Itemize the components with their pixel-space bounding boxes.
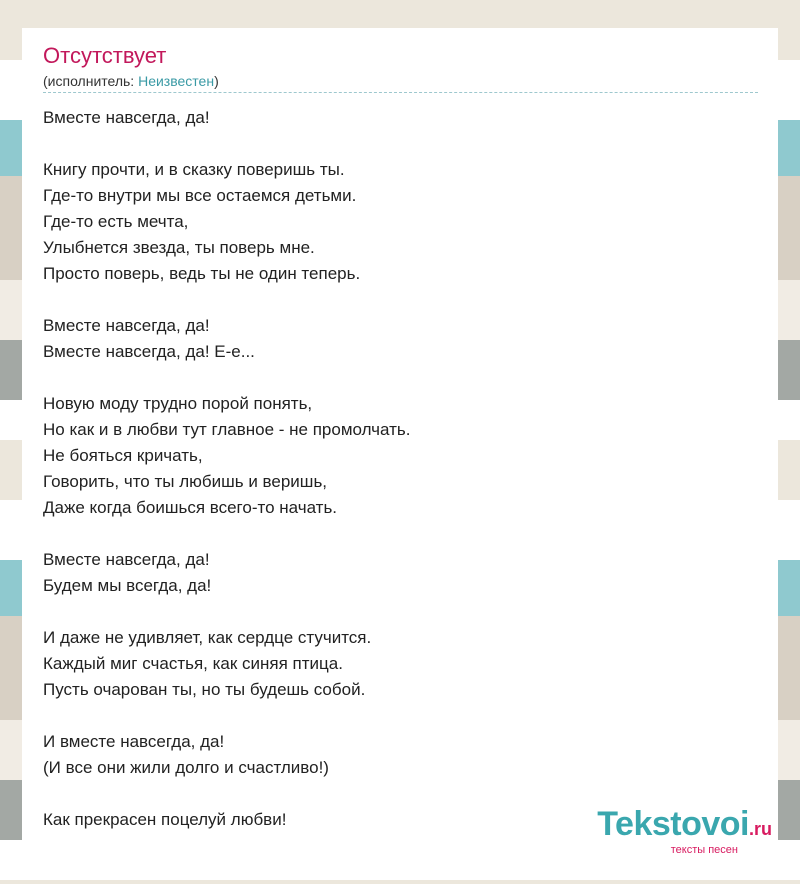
lyric-line: Как прекрасен поцелуй любви! [43, 810, 287, 829]
lyric-line: Где-то внутри мы все остаемся детьми. [43, 186, 357, 205]
stanza-gap [43, 703, 758, 729]
lyric-line: Новую моду трудно порой понять, [43, 394, 313, 413]
lyrics-card [22, 28, 778, 860]
lyric-line: Вместе навсегда, да! [43, 108, 210, 127]
lyric-line: Вместе навсегда, да! Е-е... [43, 342, 255, 361]
lyric-line: Не бояться кричать, [43, 446, 203, 465]
lyric-line: Но как и в любви тут главное - не промолчать. [43, 420, 411, 439]
logo-domain: .ru [748, 819, 772, 839]
artist-info [43, 72, 758, 93]
logo-wordmark [597, 807, 772, 846]
lyric-line: Будем мы всегда, да! [43, 576, 212, 595]
stanza-gap [43, 599, 758, 625]
lyric-line: И даже не удивляет, как сердце стучится. [43, 628, 372, 647]
lyric-line: Просто поверь, ведь ты не один теперь. [43, 264, 361, 283]
lyric-line: Книгу прочти, и в сказку поверишь ты. [43, 160, 345, 179]
stanza-gap [43, 781, 758, 807]
lyric-line: Где-то есть мечта, [43, 212, 189, 231]
stanza-gap [43, 365, 758, 391]
artist-link[interactable]: Неизвестен [138, 73, 215, 89]
artist-suffix: ) [214, 73, 219, 89]
artist-prefix: (исполнитель: [43, 73, 139, 89]
stanza-gap [43, 287, 758, 313]
lyric-line: Вместе навсегда, да! [43, 316, 210, 335]
site-logo[interactable] [597, 807, 772, 856]
lyric-line: (И все они жили долго и счастливо!) [43, 758, 329, 777]
lyric-line: Даже когда боишься всего-то начать. [43, 498, 338, 517]
lyric-line: Улыбнется звезда, ты поверь мне. [43, 238, 315, 257]
stanza-gap [43, 131, 758, 157]
logo-name: Tekstovoi [597, 805, 749, 843]
lyric-line: Говорить, что ты любишь и веришь, [43, 472, 328, 491]
stanza-gap [43, 521, 758, 547]
lyric-line: Пусть очарован ты, но ты будешь собой. [43, 680, 366, 699]
lyrics-text [43, 105, 758, 833]
lyric-line: Вместе навсегда, да! [43, 550, 210, 569]
lyric-line: Каждый миг счастья, как синяя птица. [43, 654, 343, 673]
lyric-line: И вместе навсегда, да! [43, 732, 225, 751]
logo-tagline: тексты песен [670, 844, 738, 856]
song-title: Отсутствует [43, 43, 167, 68]
